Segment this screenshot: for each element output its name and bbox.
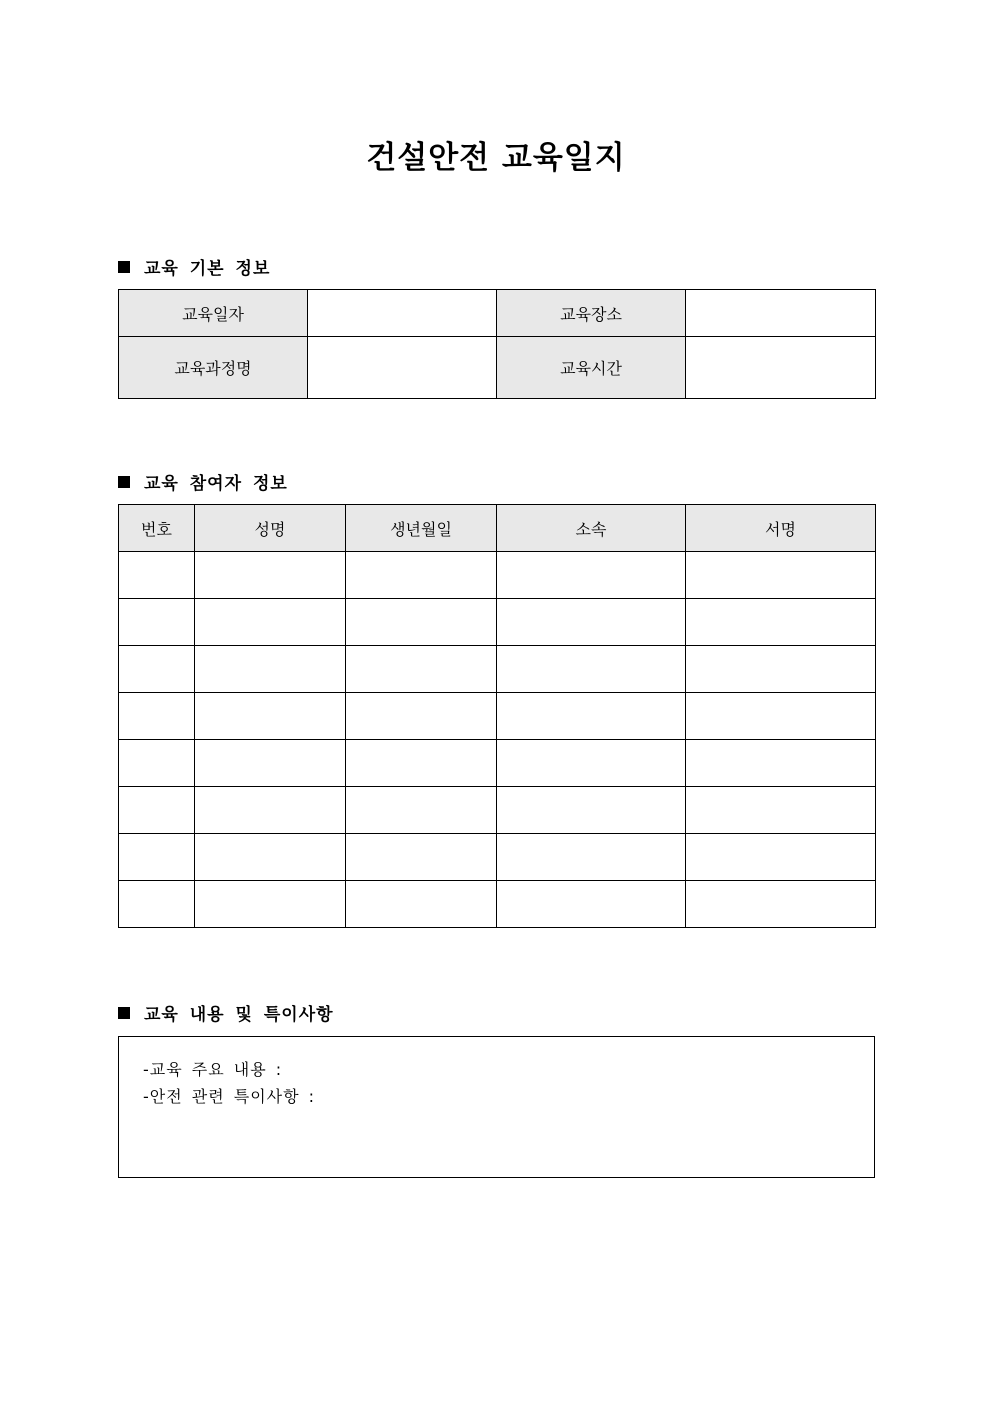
cell-number[interactable]	[119, 740, 195, 787]
cell-number[interactable]	[119, 693, 195, 740]
notes-line-main-content: -교육 주요 내용 :	[143, 1060, 283, 1079]
cell-birthdate[interactable]	[346, 646, 497, 693]
table-row	[119, 693, 876, 740]
section-heading-text: 교육 내용 및 특이사항	[144, 1005, 334, 1025]
label-education-time: 교육시간	[497, 337, 686, 399]
cell-signature[interactable]	[686, 787, 876, 834]
section-heading-text: 교육 기본 정보	[144, 259, 271, 279]
table-row	[119, 646, 876, 693]
column-header-name: 성명	[195, 505, 346, 552]
cell-number[interactable]	[119, 646, 195, 693]
document-title: 건설안전 교육일지	[366, 140, 626, 176]
cell-name[interactable]	[195, 599, 346, 646]
cell-affiliation[interactable]	[497, 787, 686, 834]
label-education-date: 교육일자	[119, 290, 308, 337]
cell-birthdate[interactable]	[346, 740, 497, 787]
column-header-birthdate: 생년월일	[346, 505, 497, 552]
square-bullet-icon	[118, 476, 130, 488]
cell-signature[interactable]	[686, 881, 876, 928]
table-row	[119, 552, 876, 599]
column-header-number: 번호	[119, 505, 195, 552]
cell-affiliation[interactable]	[497, 693, 686, 740]
cell-number[interactable]	[119, 552, 195, 599]
participant-table-body	[119, 552, 876, 928]
cell-signature[interactable]	[686, 693, 876, 740]
cell-number[interactable]	[119, 881, 195, 928]
cell-signature[interactable]	[686, 552, 876, 599]
cell-signature[interactable]	[686, 646, 876, 693]
cell-affiliation[interactable]	[497, 740, 686, 787]
cell-name[interactable]	[195, 646, 346, 693]
square-bullet-icon	[118, 261, 130, 273]
cell-number[interactable]	[119, 787, 195, 834]
column-header-affiliation: 소속	[497, 505, 686, 552]
cell-name[interactable]	[195, 834, 346, 881]
cell-affiliation[interactable]	[497, 552, 686, 599]
cell-affiliation[interactable]	[497, 881, 686, 928]
table-row	[119, 834, 876, 881]
table-row	[119, 337, 876, 399]
cell-name[interactable]	[195, 787, 346, 834]
cell-name[interactable]	[195, 693, 346, 740]
basic-info-table	[118, 289, 876, 399]
cell-birthdate[interactable]	[346, 787, 497, 834]
cell-signature[interactable]	[686, 740, 876, 787]
cell-birthdate[interactable]	[346, 552, 497, 599]
cell-signature[interactable]	[686, 599, 876, 646]
table-row	[119, 740, 876, 787]
column-header-signature: 서명	[686, 505, 876, 552]
label-course-name: 교육과정명	[119, 337, 308, 399]
cell-birthdate[interactable]	[346, 599, 497, 646]
cell-birthdate[interactable]	[346, 881, 497, 928]
participant-table	[118, 504, 876, 928]
cell-name[interactable]	[195, 740, 346, 787]
cell-affiliation[interactable]	[497, 599, 686, 646]
cell-affiliation[interactable]	[497, 646, 686, 693]
field-education-time[interactable]	[686, 337, 876, 399]
table-row	[119, 290, 876, 337]
section-heading-basic-info	[118, 254, 270, 279]
table-row	[119, 787, 876, 834]
section-heading-participants	[118, 469, 288, 494]
cell-birthdate[interactable]	[346, 693, 497, 740]
cell-birthdate[interactable]	[346, 834, 497, 881]
field-course-name[interactable]	[308, 337, 497, 399]
table-row	[119, 599, 876, 646]
label-education-location: 교육장소	[497, 290, 686, 337]
field-education-date[interactable]	[308, 290, 497, 337]
cell-affiliation[interactable]	[497, 834, 686, 881]
cell-name[interactable]	[195, 881, 346, 928]
notes-line-safety-remarks: -안전 관련 특이사항 :	[143, 1087, 316, 1106]
field-education-location[interactable]	[686, 290, 876, 337]
cell-number[interactable]	[119, 599, 195, 646]
cell-number[interactable]	[119, 834, 195, 881]
table-header-row	[119, 505, 876, 552]
section-heading-text: 교육 참여자 정보	[144, 474, 288, 494]
section-heading-notes	[118, 1000, 334, 1025]
notes-box[interactable]	[118, 1036, 875, 1178]
cell-name[interactable]	[195, 552, 346, 599]
cell-signature[interactable]	[686, 834, 876, 881]
table-row	[119, 881, 876, 928]
square-bullet-icon	[118, 1007, 130, 1019]
